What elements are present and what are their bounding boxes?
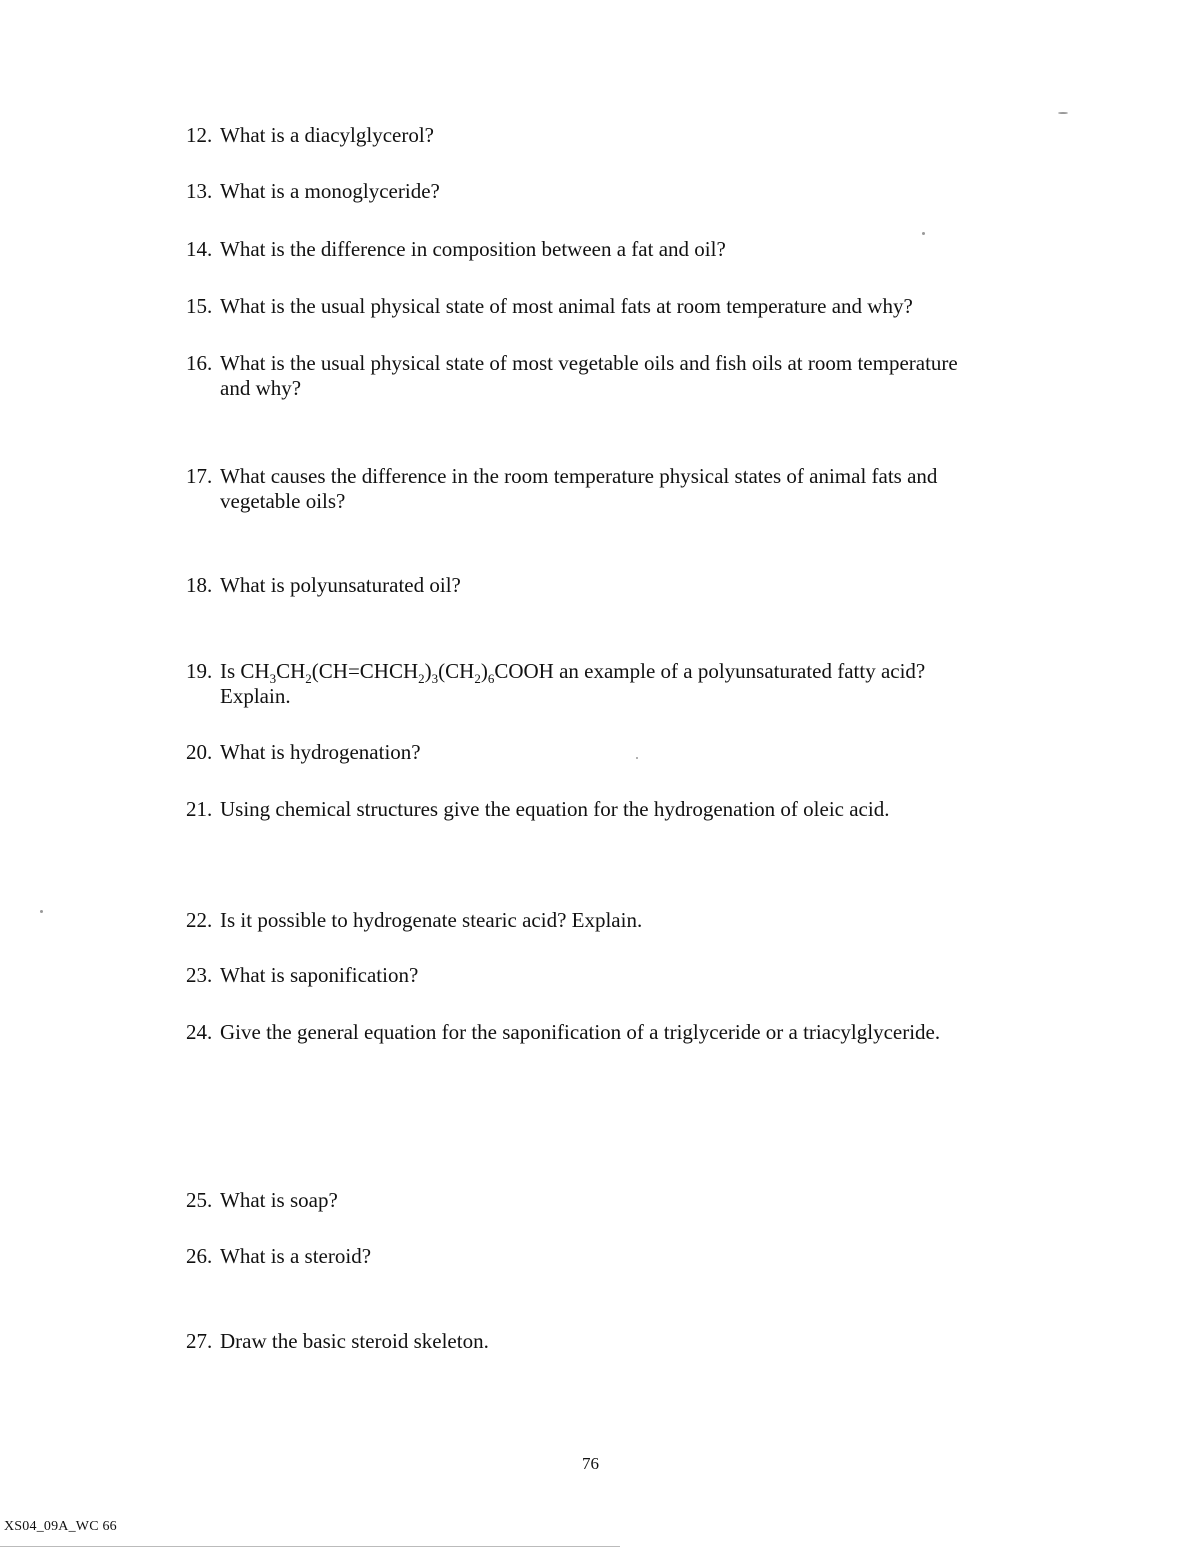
question-number: 26. xyxy=(186,1244,213,1268)
question-text-continuation: Explain. xyxy=(220,684,291,708)
page-number: 76 xyxy=(582,1454,599,1473)
question-text: What causes the difference in the room temperature physical states of animal fats and xyxy=(220,464,938,488)
question-number: 22. xyxy=(186,908,213,932)
question-text: Is $CH_3CH_2(CH=CHCH_2)_3(CH_2)_6COOH$ an example of a polyunsaturated fatty acid? xyxy=(220,659,926,687)
question-text-continuation: and why? xyxy=(220,376,302,400)
question-text-continuation: vegetable oils? xyxy=(220,489,346,513)
question-number: 12. xyxy=(186,123,213,147)
question-text: What is hydrogenation? xyxy=(220,740,421,764)
question-number: 21. xyxy=(186,797,213,821)
question-number: 20. xyxy=(186,740,213,764)
question-number: 14. xyxy=(186,237,213,261)
question-26 xyxy=(186,1244,1086,1269)
question-27 xyxy=(186,1329,1086,1354)
question-text: What is the usual physical state of most animal fats at room temperature and why? xyxy=(220,294,913,318)
question-text: Is it possible to hydrogenate stearic acid? Explain. xyxy=(220,908,643,932)
question-13 xyxy=(186,179,1086,204)
question-22 xyxy=(186,908,1086,933)
question-number: 18. xyxy=(186,573,213,597)
question-number: 17. xyxy=(186,464,213,488)
question-number: 13. xyxy=(186,179,213,203)
question-text: What is the usual physical state of most vegetable oils and fish oils at room temperature xyxy=(220,351,958,375)
scan-edge-line xyxy=(0,1546,620,1547)
question-text: What is soap? xyxy=(220,1188,338,1212)
question-23 xyxy=(186,963,1086,988)
question-number: 27. xyxy=(186,1329,213,1353)
question-17 xyxy=(186,464,1086,514)
question-16 xyxy=(186,351,1086,401)
question-19 xyxy=(186,659,1086,709)
question-text: What is a steroid? xyxy=(220,1244,372,1268)
footer-code: XS04_09A_WC 66 xyxy=(4,1519,117,1534)
question-12 xyxy=(186,123,1086,148)
scan-speck xyxy=(922,232,925,235)
question-text: What is a diacylglycerol? xyxy=(220,123,434,147)
question-number: 23. xyxy=(186,963,213,987)
question-text: Give the general equation for the saponification of a triglyceride or a triacylglyceride. xyxy=(220,1020,941,1044)
question-25 xyxy=(186,1188,1086,1213)
question-text: What is a monoglyceride? xyxy=(220,179,440,203)
question-21 xyxy=(186,797,1086,822)
question-number: 15. xyxy=(186,294,213,318)
question-24 xyxy=(186,1020,1086,1045)
question-text: What is polyunsaturated oil? xyxy=(220,573,461,597)
question-number: 24. xyxy=(186,1020,213,1044)
question-14 xyxy=(186,237,1086,262)
scan-speck xyxy=(1058,112,1068,114)
scan-speck xyxy=(636,757,638,759)
question-text: What is saponification? xyxy=(220,963,419,987)
question-18 xyxy=(186,573,1086,598)
question-text: Using chemical structures give the equation for the hydrogenation of oleic acid. xyxy=(220,797,890,821)
question-15 xyxy=(186,294,1086,319)
scan-speck xyxy=(40,910,43,913)
question-text: What is the difference in composition between a fat and oil? xyxy=(220,237,726,261)
question-20 xyxy=(186,740,1086,765)
question-number: 16. xyxy=(186,351,213,375)
question-number: 19. xyxy=(186,659,213,683)
question-text: Draw the basic steroid skeleton. xyxy=(220,1329,489,1353)
question-number: 25. xyxy=(186,1188,213,1212)
